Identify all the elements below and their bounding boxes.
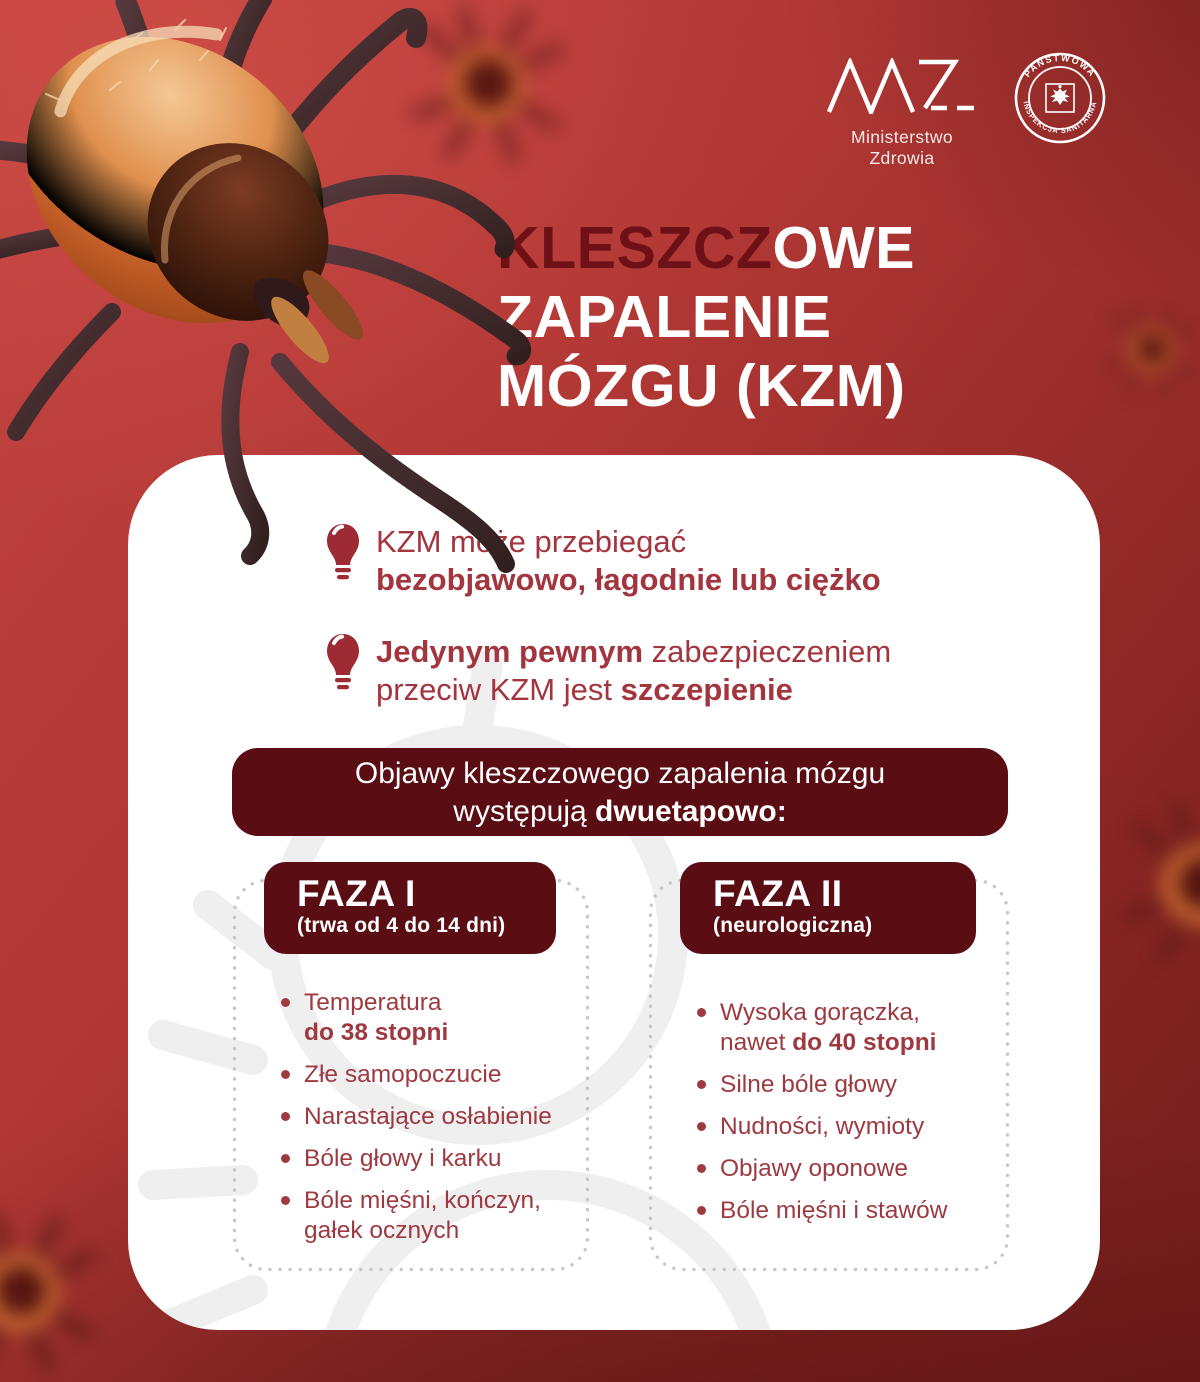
ministry-label: Ministerstwo Zdrowia	[850, 127, 954, 168]
list-item: Nudności, wymioty	[720, 1112, 1000, 1142]
list-item: Bóle mięśni, kończyn, gałek ocznych	[304, 1186, 580, 1246]
blurred-tick-bottom-left	[0, 1200, 110, 1382]
intro2-bold1: Jedynym pewnym	[376, 634, 644, 669]
faza1-column	[232, 873, 590, 1272]
faza2-list	[720, 998, 1000, 1238]
faza1-list	[304, 988, 580, 1258]
intro2-bold2: szczepienie	[620, 672, 793, 707]
title-line-3: MÓZGU (KZM)	[497, 353, 906, 419]
tick-mouthparts	[253, 263, 371, 371]
lightbulb-icon	[326, 633, 360, 691]
intro2-normal1: zabezpieczeniem	[643, 634, 892, 669]
faza2-column	[648, 873, 1010, 1272]
list-item: Narastające osłabienie	[304, 1102, 580, 1132]
list-item: Silne bóle głowy	[720, 1070, 1000, 1100]
title-line-2: ZAPALENIE	[497, 284, 832, 350]
blurred-tick-right-top	[1095, 295, 1200, 405]
banner-line1: Objawy kleszczowego zapalenia mózgu	[354, 757, 886, 790]
faza1-subtitle: (trwa od 4 do 14 dni)	[297, 914, 506, 937]
intro-item-2	[326, 633, 891, 709]
title-part-dark: KLESZCZ	[497, 215, 773, 281]
faza2-header	[680, 862, 976, 954]
symptoms-banner	[232, 748, 1008, 836]
intro-text-2	[376, 633, 891, 709]
svg-text:INSPEKCJA SANITARNA	[1021, 100, 1098, 135]
intro1-bold: bezobjawowo, łagodnie lub ciężko	[376, 562, 881, 597]
intro2-normal2: przeciw KZM jest	[376, 672, 621, 707]
faza2-title: FAZA II	[713, 873, 843, 914]
blurred-tick-right-mid	[1105, 790, 1200, 980]
svg-text:PAŃSTWOWA	[1022, 53, 1098, 79]
intro1-normal: KZM może przebiegać	[376, 524, 687, 559]
list-item: Temperatura do 38 stopni	[304, 988, 580, 1048]
faza1-header	[264, 862, 556, 954]
eagle-icon	[1050, 85, 1070, 105]
list-item: Złe samopoczucie	[304, 1060, 580, 1090]
list-item: Bóle mięśni i stawów	[720, 1196, 1000, 1226]
banner-line2-normal: występują	[453, 795, 596, 828]
tick-illustration	[0, 0, 560, 610]
list-item: Bóle głowy i karku	[304, 1144, 580, 1174]
list-item: Wysoka gorączka, nawet do 40 stopni	[720, 998, 1000, 1058]
faza1-title: FAZA I	[297, 873, 416, 914]
badge-bottom-text: INSPEKCJA SANITARNA	[1021, 100, 1099, 136]
faza2-subtitle: (neurologiczna)	[713, 914, 873, 937]
ministry-logo	[822, 58, 982, 169]
list-item: Objawy oponowe	[720, 1154, 1000, 1184]
title-part-light: OWE	[772, 215, 915, 281]
mz-logo-icon	[827, 58, 977, 114]
badge-top-text: PAŃSTWOWA	[1022, 52, 1098, 79]
banner-line2-bold: dwuetapowo:	[595, 795, 787, 828]
sanitary-inspection-badge	[1014, 52, 1106, 144]
